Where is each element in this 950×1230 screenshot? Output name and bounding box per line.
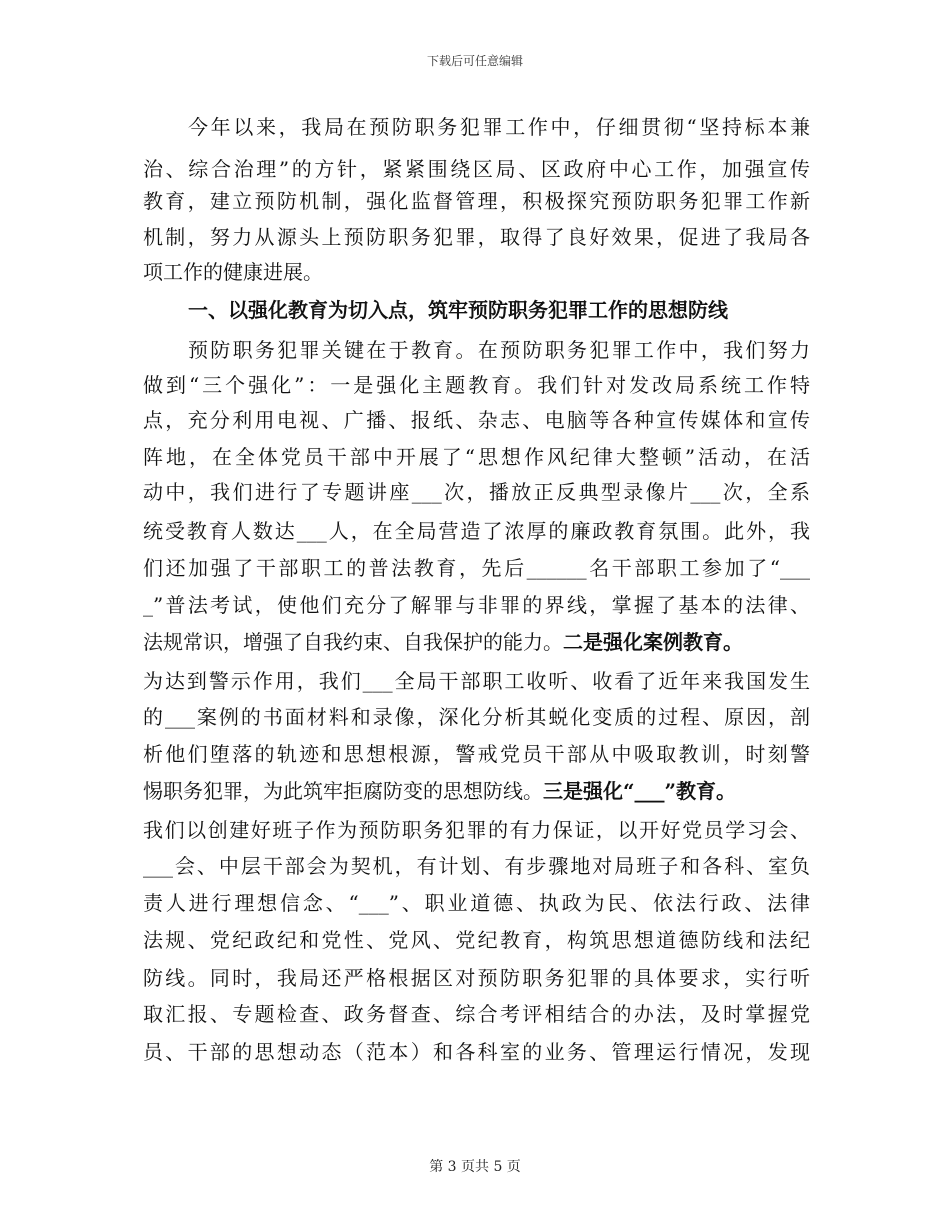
paragraph-line: 机制，努力从源头上预防职务犯罪，取得了良好效果，促进了我局各	[143, 225, 810, 249]
paragraph-line: 们还加强了干部职工的普法教育，先后______名干部职工参加了“___	[143, 556, 810, 580]
paragraph-line: 阵地，在全体党员干部中开展了“思想作风纪律大整顿”活动，在活	[143, 445, 810, 469]
page-footer: 第 3 页共 5 页	[429, 1159, 521, 1175]
paragraph-line: 统受教育人数达___人，在全局营造了浓厚的廉政教育氛围。此外，我	[143, 519, 810, 543]
paragraph-line	[143, 776, 736, 806]
paragraph-line: 法规、党纪政纪和党性、党风、党纪教育，构筑思想道德防线和法纪	[143, 928, 810, 952]
paragraph-line: 动中，我们进行了专题讲座___次，播放正反典型录像片___次，全系	[143, 480, 810, 504]
paragraph-line: 做到“三个强化”：一是强化主题教育。我们针对发改局系统工作特	[143, 373, 810, 397]
paragraph-line: _”普法考试，使他们充分了解罪与非罪的界线，掌握了基本的法律、	[143, 593, 810, 617]
paragraph-line: 预防职务犯罪关键在于教育。在预防职务犯罪工作中，我们努力	[188, 338, 810, 362]
paragraph-line: 取汇报、专题检查、政务督查、综合考评相结合的办法，及时掌握党	[143, 1002, 810, 1026]
paragraph-line: 项工作的健康进展。	[143, 260, 323, 284]
paragraph-line: 责人进行理想信念、“___”、职业道德、执政为民、依法行政、法律	[143, 891, 810, 915]
paragraph-line: 点，充分利用电视、广播、报纸、杂志、电脑等各种宣传媒体和宣传	[143, 408, 810, 432]
bold-phrase: 二是强化案例教育。	[563, 630, 743, 654]
paragraph-line: ___会、中层干部会为契机，有计划、有步骤地对局班子和各科、室负	[143, 854, 810, 878]
paragraph-line: 员、干部的思想动态（范本）和各科室的业务、管理运行情况，发现	[143, 1040, 810, 1064]
paragraph-line: 治、综合治理”的方针，紧紧围绕区局、区政府中心工作，加强宣传	[143, 157, 810, 181]
bold-phrase: 三是强化“___”教育。	[543, 779, 737, 803]
line-text: 法规常识，增强了自我约束、自我保护的能力。	[143, 630, 563, 654]
paragraph-line	[143, 627, 743, 657]
paragraph-line: 为达到警示作用，我们___全局干部职工收听、收看了近年来我国发生	[143, 669, 810, 693]
line-text: 惕职务犯罪，为此筑牢拒腐防变的思想防线。	[143, 779, 543, 803]
page-header: 下载后可任意编辑	[426, 54, 523, 68]
section-heading: 一、以强化教育为切入点，筑牢预防职务犯罪工作的思想防线	[188, 298, 728, 322]
paragraph-line: 析他们堕落的轨迹和思想根源，警戒党员干部从中吸取教训，时刻警	[143, 742, 810, 766]
paragraph-line: 教育，建立预防机制，强化监督管理，积极探究预防职务犯罪工作新	[143, 189, 810, 213]
paragraph-line: 我们以创建好班子作为预防职务犯罪的有力保证，以开好党员学习会、	[143, 818, 810, 842]
paragraph-line: 防线。同时，我局还严格根据区对预防职务犯罪的具体要求，实行听	[143, 966, 810, 990]
paragraph-line: 今年以来，我局在预防职务犯罪工作中，仔细贯彻“坚持标本兼	[188, 115, 810, 139]
paragraph-line: 的___案例的书面材料和录像，深化分析其蜕化变质的过程、原因，剖	[143, 705, 810, 729]
